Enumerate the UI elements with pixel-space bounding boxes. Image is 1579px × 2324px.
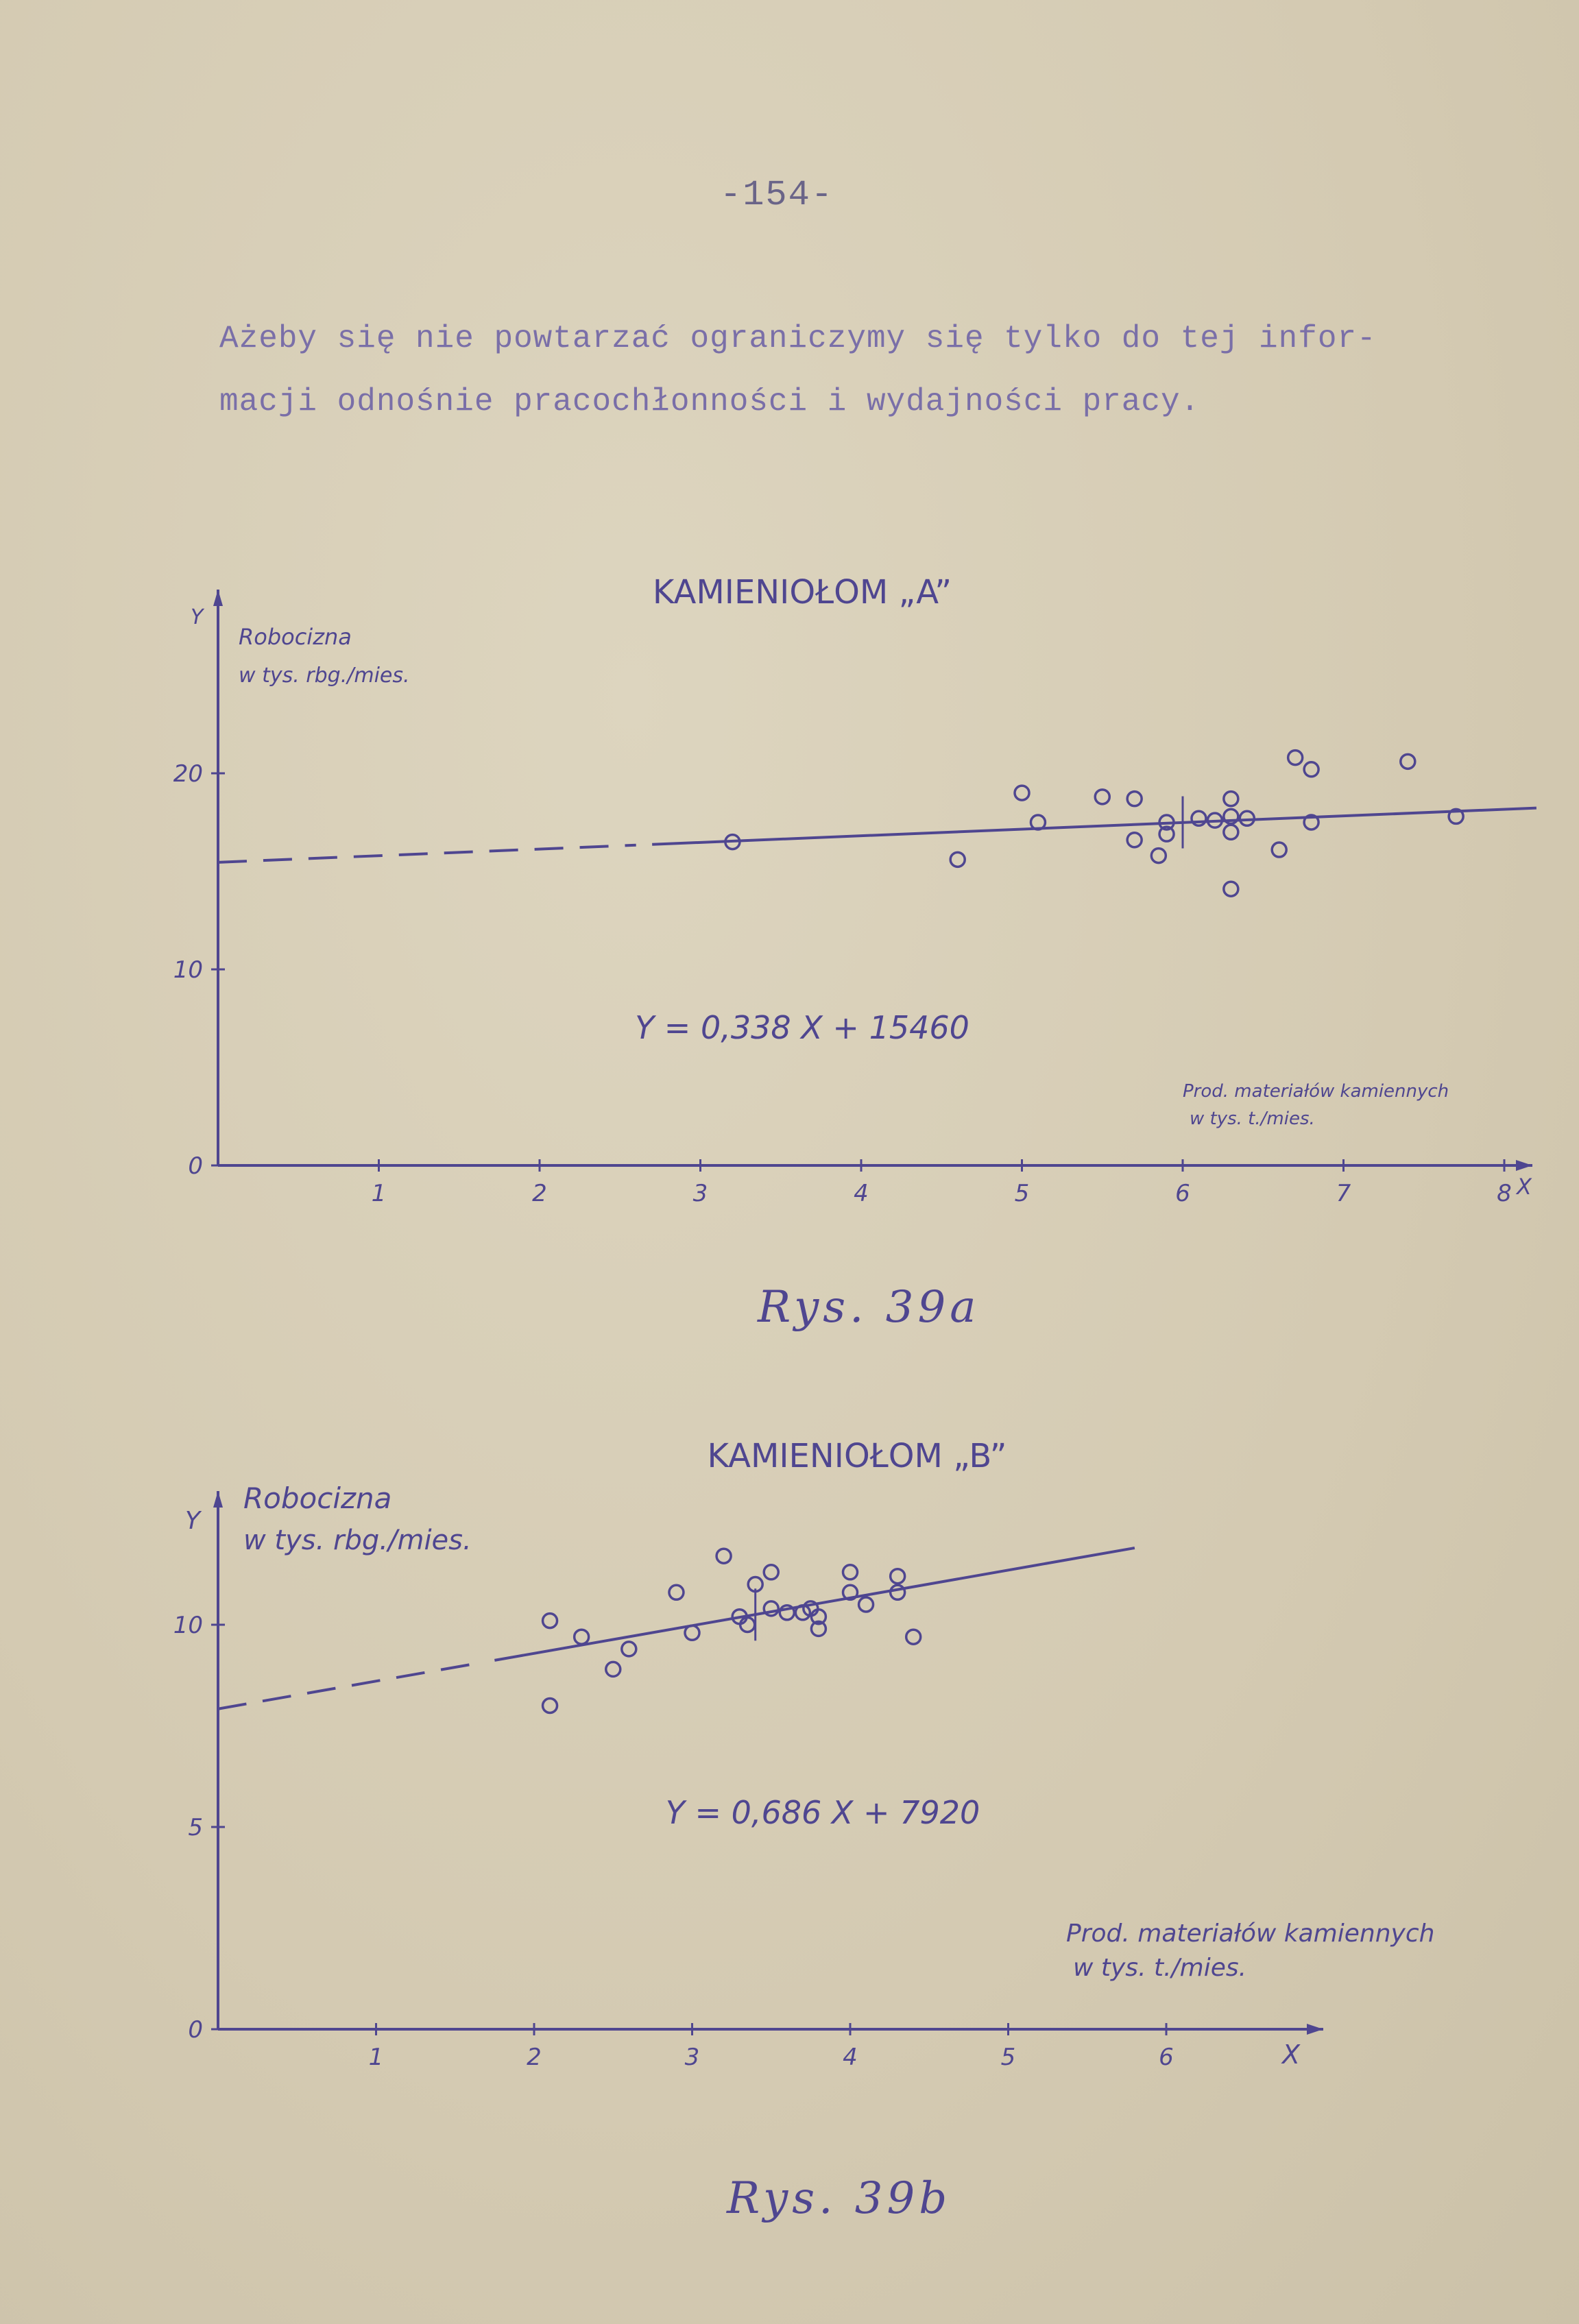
chart-a-data-point [1272, 843, 1286, 857]
chart-b-data-point [543, 1614, 557, 1628]
chart-b-y-arrow [213, 1491, 223, 1508]
chart-b-x-symbol: X [1282, 2039, 1301, 2070]
chart-a-data-point [1224, 825, 1238, 839]
caption-rys-39a: Rys. 39a [758, 1282, 980, 1333]
chart-a-equation: Y = 0,338 X + 15460 [635, 1009, 969, 1046]
chart-a-ticks [173, 760, 1512, 1207]
chart-a-x-symbol: X [1517, 1174, 1532, 1200]
chart-b-regression [218, 1548, 1135, 1709]
chart-a-y-tick-label: 20 [173, 760, 203, 788]
chart-b-data-point [716, 1549, 731, 1563]
chart-b-data-point [740, 1618, 755, 1632]
chart-b-x-tick-label: 5 [1000, 2044, 1016, 2071]
chart-a-title: KAMIENIOŁOM „A” [652, 573, 952, 612]
chart-b-data-point [764, 1565, 778, 1579]
chart-a-x-tick-label: 2 [532, 1180, 547, 1207]
paragraph-line-1: Ażeby się nie powtarzać ograniczymy się tylko do tej infor- [219, 321, 1377, 356]
chart-b-x-arrow [1307, 2024, 1323, 2035]
chart-b-data-point [685, 1625, 699, 1640]
chart-b-data-point [891, 1585, 905, 1599]
chart-b-data-point [543, 1699, 557, 1713]
chart-a-x-tick-label: 1 [371, 1180, 387, 1207]
caption-rys-39b: Rys. 39b [727, 2173, 952, 2224]
chart-b-y-tick-label: 0 [188, 2016, 203, 2044]
chart-b-x-tick-label: 6 [1159, 2044, 1174, 2071]
chart-a-y-tick-label: 10 [173, 956, 203, 984]
chart-a-data-point [1192, 811, 1206, 825]
chart-b-x-tick-label: 1 [368, 2044, 384, 2071]
chart-b-ylabel: Robocizna [243, 1481, 392, 1515]
chart-a-ylabel: Robocizna [239, 624, 352, 650]
chart-a-data-point [950, 852, 965, 867]
chart-kamieniolom-b [0, 1419, 1579, 2077]
chart-a-xlabel: Prod. materiałów kamiennych [1183, 1081, 1449, 1102]
page-number: -154- [720, 175, 834, 215]
chart-b-regression-solid [494, 1548, 1135, 1660]
chart-a-regression [218, 797, 1536, 862]
chart-b-y-tick-label: 10 [173, 1612, 203, 1639]
chart-b-xlabel-unit: w tys. t./mies. [1073, 1954, 1247, 1982]
chart-b-data-point [906, 1630, 921, 1644]
chart-b-x-tick-label: 3 [684, 2044, 700, 2071]
chart-b-xlabel: Prod. materiałów kamiennych [1066, 1920, 1435, 1948]
chart-a-data-point [1127, 833, 1142, 847]
chart-b-data-point [843, 1565, 858, 1579]
chart-b-data-point [780, 1606, 794, 1620]
chart-kamieniolom-a [0, 548, 1579, 1275]
chart-a-y-arrow [213, 590, 223, 606]
chart-b-data-point [764, 1601, 778, 1616]
chart-a-x-tick-label: 5 [1014, 1180, 1030, 1207]
chart-a-y-tick-label: 0 [188, 1152, 203, 1180]
chart-a-x-tick-label: 4 [854, 1180, 869, 1207]
chart-b-points [543, 1549, 921, 1712]
chart-a-data-point [1288, 751, 1303, 765]
chart-a-xlabel-unit: w tys. t./mies. [1190, 1109, 1315, 1129]
chart-b-x-tick-label: 2 [527, 2044, 542, 2071]
paragraph-line-2: macji odnośnie pracochłonności i wydajności pracy. [219, 384, 1201, 420]
chart-a-points [725, 751, 1463, 897]
chart-b-data-point [622, 1642, 636, 1656]
chart-a-data-point [1127, 792, 1142, 806]
chart-b-data-point [891, 1569, 905, 1584]
chart-a-data-point [1151, 849, 1166, 863]
chart-a-regression-dashed [218, 845, 636, 862]
chart-a-data-point [1401, 754, 1415, 768]
chart-a-data-point [1224, 792, 1238, 806]
chart-a-x-tick-label: 7 [1336, 1180, 1351, 1207]
chart-b-equation: Y = 0,686 X + 7920 [665, 1794, 980, 1831]
chart-b-data-point [606, 1662, 620, 1676]
chart-a-ylabel-unit: w tys. rbg./mies. [239, 664, 410, 688]
chart-a-data-point [1304, 762, 1318, 777]
chart-a-regression-solid [652, 808, 1536, 845]
chart-b-y-tick-label: 5 [188, 1814, 203, 1841]
chart-b-data-point [669, 1585, 684, 1599]
chart-b-ylabel-unit: w tys. rbg./mies. [243, 1525, 472, 1556]
chart-b-y-symbol: Y [185, 1507, 200, 1535]
chart-b-data-point [575, 1630, 589, 1644]
chart-b-title: KAMIENIOŁOM „B” [707, 1437, 1007, 1475]
chart-a-data-point [1224, 882, 1238, 896]
chart-a-x-arrow [1516, 1160, 1532, 1171]
chart-b-x-tick-label: 4 [843, 2044, 858, 2071]
chart-b-ticks [173, 1612, 1174, 2071]
chart-a-data-point [1095, 790, 1109, 804]
chart-a-y-symbol: Y [191, 605, 204, 629]
chart-a-data-point [1015, 786, 1029, 800]
chart-a-x-tick-label: 3 [692, 1180, 708, 1207]
chart-b-regression-dashed [218, 1663, 479, 1709]
chart-a-x-tick-label: 8 [1497, 1180, 1512, 1207]
chart-b-data-point [859, 1597, 873, 1612]
chart-a-x-tick-label: 6 [1175, 1180, 1190, 1207]
